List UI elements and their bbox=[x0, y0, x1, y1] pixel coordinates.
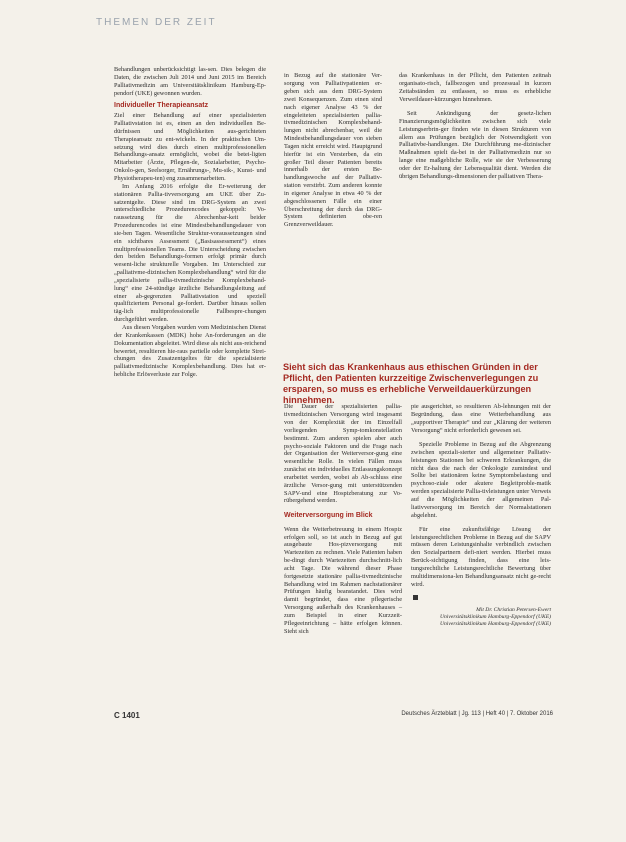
section-header: THEMEN DER ZEIT bbox=[96, 17, 217, 28]
col1-paragraph-3: Im Anfang 2016 erfolgte die Er-weiterung der stationären Pallia-tivversorgung am UKE über Zu-satzentgelte. Diese sind im DRG-System an zwei unterschiedliche Prozedurencodes gekoppelt: Vo-raussetzung für die Abrechenbar-keit beider Prozedurencodes ist eine Mindestbehandlungsdauer von sie-ben Tagen. Wesentliche Struktur-voraussetzungen sind ein sichtbares Assessment („Basisassessment“) eines multiprofessionellen Teams. Die Unterscheidung zwischen den beiden Behandlungs-formen erfolgt primär durch wesent-liche strukturelle Vorgaben. Im Unterschied zur „palliativme-dizinischen Komplexbehandlung“ wird für die „spezialisierte pallia-tivmedizinische Komplexbehand-lung“ eine 24-stündige ärztliche Behandlungsleitung auf einer ab-gegrenzten Palliativstation und speziell qualifiziertem Personal ge-fordert. Darüber hinaus sollen täg-lich multiprofessionelle Fallbespre-chungen durchgeführt werden. bbox=[114, 182, 266, 324]
column-2-top bbox=[284, 66, 382, 235]
col3-bottom-paragraph-3: Für eine zukunftsfähige Lösung der leistungsrechtlichen Probleme in Bezug auf die SAPV müssen deren Leistungsinhalte verbindlich zwischen den Sozialpartnern defi-niert werden. Hierbei muss Berück-sichtigung finden, dass eine leis-tungsrechtliche Leistungsrechtliche Bewertung über multidimensiona-len Behandlungsansatz nicht ge-recht wird. bbox=[411, 525, 551, 588]
column-3-top bbox=[399, 66, 551, 187]
author-signature-1: Mit Dr. Christian Petersen-Ewert bbox=[476, 606, 551, 613]
column-1 bbox=[114, 66, 266, 379]
col1-paragraph-4: Aus diesen Vorgaben wurden vom Medizinischen Dienst der Krankenkassen (MDK) hohe An-forderungen an die Dokumentation abgeleitet. Wird diese als nicht aus-reichend bewertet, resultieren hie-raus partielle oder komplette Strei-chungen des Zusatzentgeltes für die spezialisierte palliativmedizinische Komplexbehandlung. Dies hat er-hebliche Erlösverluste zur Folge. bbox=[114, 324, 266, 379]
col1-paragraph-1: Behandlungen unberücksichtigt las-sen. Dies belegen die Daten, die zwischen Juli 2014 und Juni 2015 im Bereich Palliativmedizin am Universitätsklinikum Hamburg-Ep-pendorf (UKE) gewonnen wurden. bbox=[114, 66, 266, 97]
end-mark-icon bbox=[413, 595, 418, 600]
col3-top-paragraph-2: Seit Ankündigung der gesetz-lichen Finanzierungsmöglichkeiten zwischen sich viele Leistungserbrin-ger finden wie in diesen Strukturen von allem aus Prüfungen bezüglich der Notwendigkeit von Palliativbe-handlungen. Die Durchführung me-dizinischer Maßnahmen spielt da-bei in der Palliativmedizin nur so lange eine maßgebliche Rolle, wie sie der Verbesserung oder der Er-haltung der Lebensqualität dient. Werden die übrigen Behandlungs-dimensionen der palliativen Thera- bbox=[399, 109, 551, 180]
journal-citation: Deutsches Ärzteblatt | Jg. 113 | Heft 40 | 7. Oktober 2016 bbox=[401, 711, 553, 717]
col3-bottom-paragraph-1: pie ausgerichtet, so resultieren Ab-lehnungen mit der Begründung, dass eine Weiterbehandlung aus „supportiver Therapie“ und zur „Klärung der weiteren Versorgung“ nicht erforderlich gewesen sei. bbox=[411, 403, 551, 434]
subheading-further-care: Weiterversorgung im Blick bbox=[284, 511, 373, 519]
col2-bottom-paragraph-2: Wenn die Weiterbetreuung in einem Hospiz erfolgen soll, so ist auch in Bezug auf gut ausgebaute Hos-pizversorgung mit Wartezeiten zu rechnen. Viele Patienten haben be-dingt durch Wartezeiten durchschnitt-lich acht Tage. Die während dieser Phase fortgesetzte stationäre pallia-tivmedizinische Behandlung wird im Rahmen nachstationärer Prüfungen häufig beanstandet. Dies wird damit begründet, dass eine pflegerische Versorgung außerhalb des Krankenhauses – zum Beispiel in einer Kurzzeit-Pflegeeinrichtung – hätte erfolgen können. Sieht sich bbox=[284, 525, 402, 635]
author-signature-2: Universitätsklinikum Hamburg-Eppendorf (UKE) bbox=[439, 613, 551, 620]
col1-paragraph-2: Ziel einer Behandlung auf einer spezialisierten Palliativstation ist es, einen an den individuellen Be-dürfnissen und Möglichkeiten aus-gerichteten Therapieansatz zu ent-wickeln. In der praktischen Um-setzung wird dies durch einen multiprofessionellen Behandlungs-ansatz ermöglicht, wobei die betei-ligten Mitarbeiter (Ärzte, Pflegen-de, Sozialarbeiter, Psycho-Onkolo-gen, Seelsorger, Ernährungs-, Mu-sik-, Kunst- und Physiotherapeu-ten) eng zusammenarbeiten. bbox=[114, 112, 266, 182]
col2-top-paragraph: in Bezug auf die stationäre Ver-sorgung von Palliativpatienten er-geben sich aus dem DRG-System zwei Konsequenzen. Zum einen sind nach eigener Analyse 43 % der eingeleiteten spezialisierten pallia-tivmedizinischen Komplexbehand-lungen nicht abrechenbar, weil die Mindestbehandlungsdauer von sieben Tagen nicht erreicht wird. Hauptgrund hierfür ist ein Versterben, da ein großer Teil dieser Patienten bereits innerhalb der ersten Be-handlungswoche auf der Palliativ-station verstirbt. Zum anderen konnte in eigener Analyse in etwa 40 % der abgeschlossenen Fälle ein einer Überschreitung der durch das DRG-System definierten obe-ren Grenzverweildauer. bbox=[284, 72, 382, 229]
column-3-bottom bbox=[411, 397, 551, 628]
author-signature-3: Universitätsklinikum Hamburg-Eppendorf (UKE) bbox=[439, 620, 551, 627]
page-number: C 1401 bbox=[114, 711, 140, 720]
subheading-individual-therapy: Individueller Therapieansatz bbox=[114, 102, 209, 110]
pull-quote: Sieht sich das Krankenhaus aus ethischen Gründen in der Pflicht, den Patienten kurzzeitige Zwischenverlegungen zu ersparen, so muss es erhebliche Verweildauerkürzungen hinnehmen. bbox=[283, 362, 539, 405]
col3-top-paragraph-1: das Krankenhaus in der Pflicht, den Patienten zeitnah organisato-risch, fallbezogen und prozessual in kurzen Zeitabständen zu entlassen, so muss es erhebliche Verweildauer-kürzungen hinnehmen. bbox=[399, 72, 551, 103]
col3-bottom-paragraph-2: Spezielle Probleme in Bezug auf die Abgrenzung zwischen speziali-sierter und allgemeiner Palliativ-leistungen Stationen bei schweren Erkrankungen, die nicht dass die nach der Onkologie zumindest und Sollte bei stationären keine Symptombelastung und psychoso-ziale oder akutere Begleitproble-matik werden spezialisierte Pallia-tivleistungen unter Verweis auf die Möglichkeiten der allgemeinen Pal-liativversorgung im Bereich der Normalstationen abgelehnt. bbox=[411, 440, 551, 519]
col2-bottom-paragraph-1: Die Dauer der spezialisierten pallia-tivmedizinischen Versorgung wird insgesamt von der Komplexität der im Einzelfall vorliegenden Symp-tomkonstellation bestimmt. Zum anderen spielen aber auch psycho-soziale Faktoren und die Frage nach der Organisation der Weiterversor-gung eine wesentliche Rolle. In vielen Fällen muss zunächst ein individuelles Entlassungskonzept erarbeitet werden, wobei ab Ab-schluss eine ärztliche Versor-gung mit unterstützenden SAPV-und eine Hospizberatung zur Vo-rübergehend werden. bbox=[284, 403, 402, 505]
column-2-bottom bbox=[284, 397, 402, 642]
